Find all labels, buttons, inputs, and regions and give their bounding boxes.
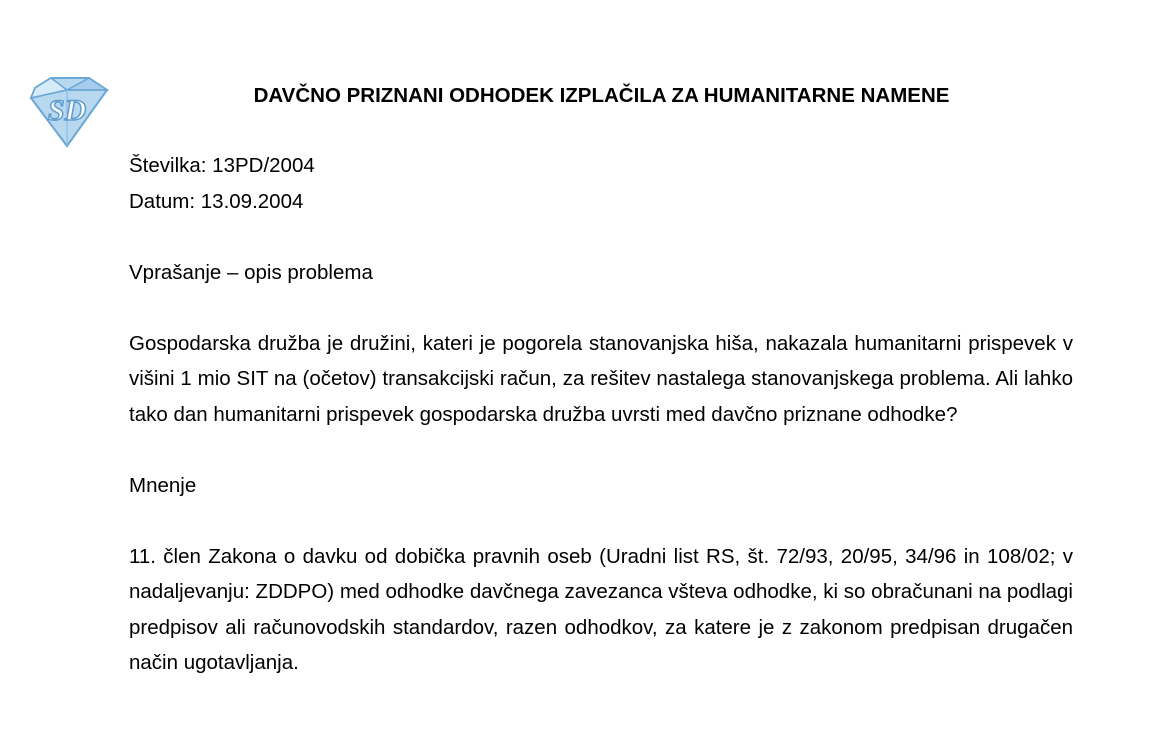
- opinion-heading: Mnenje: [129, 473, 197, 497]
- document-title: DAVČNO PRIZNANI ODHODEK IZPLAČILA ZA HUMANITARNE NAMENE: [253, 84, 950, 107]
- document-number: Številka: 13PD/2004: [129, 154, 315, 177]
- document-body: [129, 148, 1073, 681]
- logo: [27, 76, 111, 148]
- question-paragraph: Gospodarska družba je družini, kateri je pogorela stanovanjska hiša, nakazala humanitarni prispevek v višini 1 mio SIT na (očetov) transakcijski račun, za rešitev nastalega stanovanjskega problema. Ali lahko tako dan humanitarni prispevek gospodarska družba uvrsti med davčno priznane odhodke?: [129, 331, 1073, 426]
- question-heading: Vprašanje – opis problema: [129, 260, 373, 284]
- opinion-paragraph: 11. člen Zakona o davku od dobička pravnih oseb (Uradni list RS, št. 72/93, 20/95, 34/96 in 108/02; v nadaljevanju: ZDDPO) med odhodke davčnega zavezanca všteva odhodke, ki so obračunani na podlagi predpisov ali računovodskih standardov, razen odhodkov, za katere je z zakonom predpisan drugačen način ugotavljanja.: [129, 544, 1073, 674]
- logo-lettering: SD: [47, 94, 87, 127]
- document-date: Datum: 13.09.2004: [129, 189, 304, 213]
